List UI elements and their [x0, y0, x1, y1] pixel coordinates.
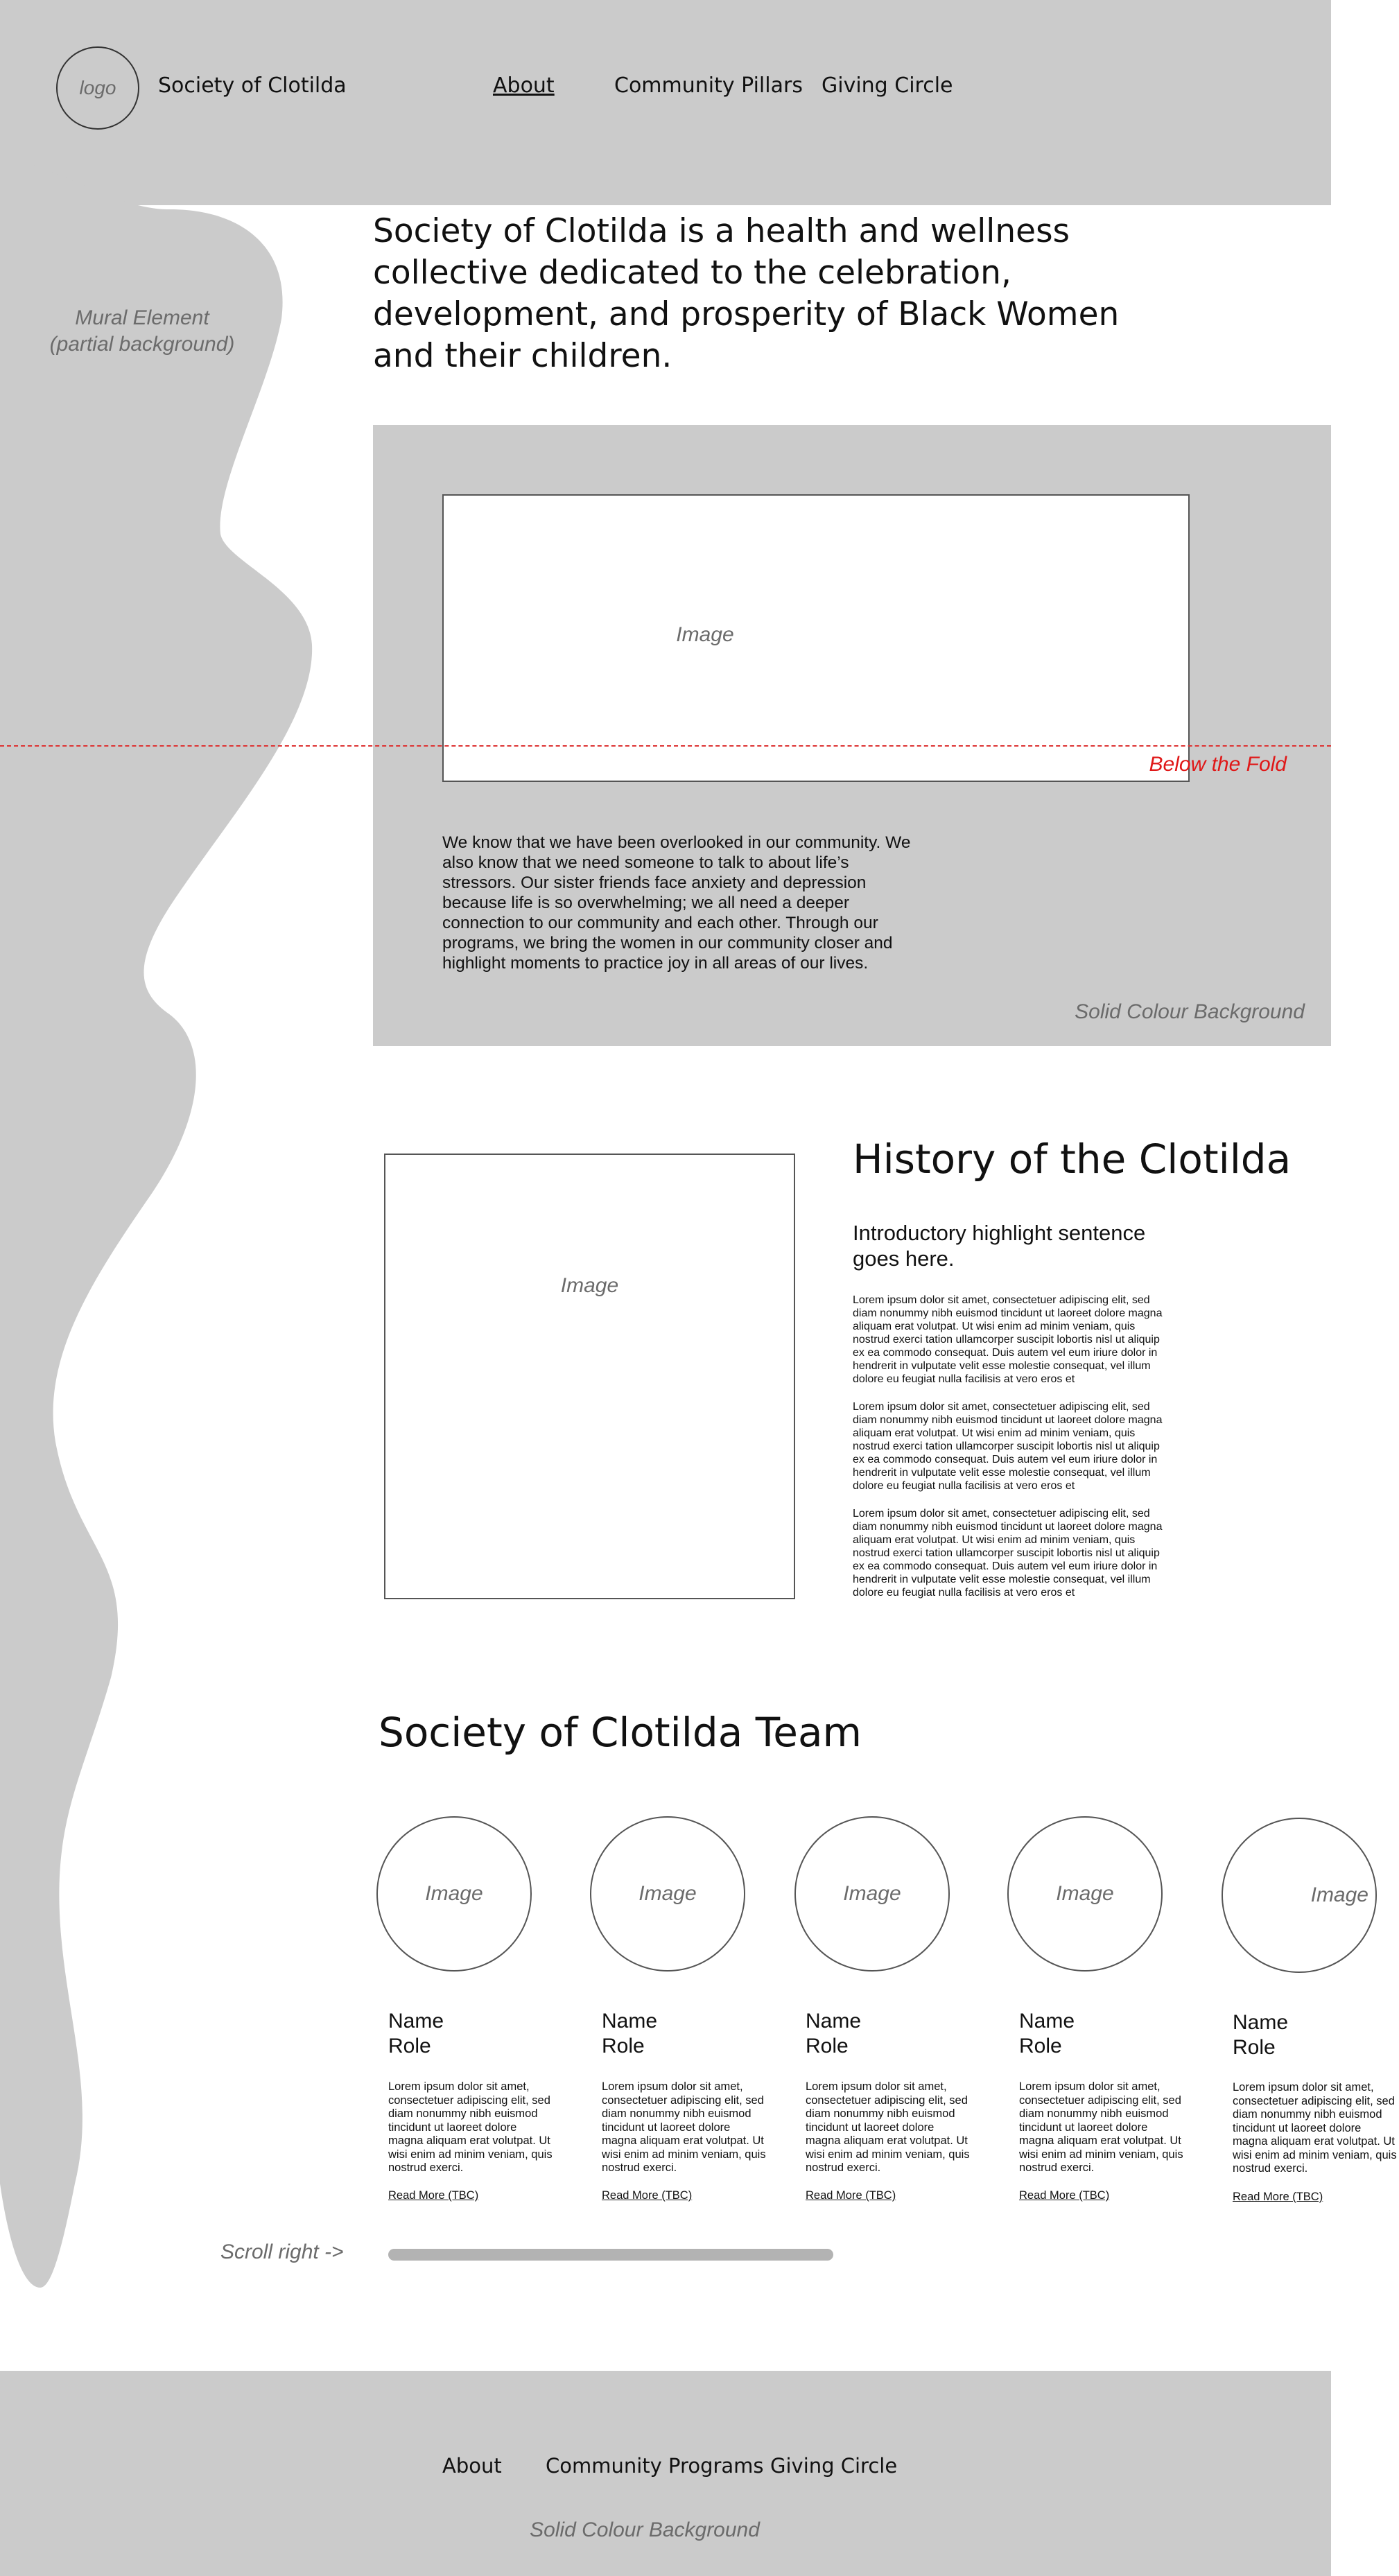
team-member-name: Name [602, 2010, 658, 2033]
intro-image-label: Image [676, 623, 734, 646]
intro-panel-caption: Solid Colour Background [1075, 1000, 1305, 1023]
team-member-role: Role [1019, 2035, 1062, 2057]
fold-label: Below the Fold [1149, 753, 1287, 776]
team-scrollbar[interactable] [388, 2249, 833, 2261]
brand-name: Society of Clotilda [158, 73, 347, 98]
team-member-photo-label: Image [1056, 1882, 1114, 1905]
team-member-role: Role [806, 2035, 849, 2057]
team-member-photo [376, 1816, 532, 1972]
team-member-name: Name [388, 2010, 444, 2033]
team-member-name-block [806, 2009, 861, 2059]
team-member-photo [590, 1816, 745, 1972]
team-member-name-block [388, 2009, 444, 2059]
team-member-photo-label: Image [1310, 1883, 1368, 1906]
intro-panel-text: We know that we have been overlooked in our community. We also know that we need someone to talk to about life’s stressors. Our sister friends face anxiety and depression because life is so overwhelming; we all need a deeper connection to our community and each other. Through our programs, we bring the women in our community closer and highlight moments to practice joy in all areas of our lives. [442, 833, 911, 973]
history-image-label: Image [560, 1274, 619, 1297]
history-paragraph-1: Lorem ipsum dolor sit amet, consectetuer adipiscing elit, sed diam nonummy nibh euismod tincidunt ut laoreet dolore magna aliquam erat volutpat. Ut wisi enim ad minim veniam, quis nostrud exerci tation ullamcorper suscipit lobortis nisl ut aliquip ex ea commodo consequat. Duis autem vel eum iriure dolor in hendrerit in vulputate velit esse molestie consequat, vel illum dolore eu feugiat nulla facilisis at vero eros et [853, 1294, 1163, 1385]
team-member-read-more-link[interactable]: Read More (TBC) [1019, 2189, 1110, 2202]
team-member-photo-label: Image [638, 1882, 697, 1905]
team-member-photo-label: Image [843, 1882, 901, 1905]
team-member-name-block [1019, 2009, 1075, 2059]
nav-giving-circle[interactable]: Giving Circle [822, 73, 953, 98]
team-member-name: Name [1019, 2010, 1075, 2033]
team-member-read-more-link[interactable]: Read More (TBC) [602, 2189, 693, 2202]
history-paragraph-2: Lorem ipsum dolor sit amet, consectetuer adipiscing elit, sed diam nonummy nibh euismod tincidunt ut laoreet dolore magna aliquam erat volutpat. Ut wisi enim ad minim veniam, quis nostrud exerci tation ullamcorper suscipit lobortis nisl ut aliquip ex ea commodo consequat. Duis autem vel eum iriure dolor in hendrerit in vulputate velit esse molestie consequat, vel illum dolore eu feugiat nulla facilisis at vero eros et [853, 1401, 1163, 1492]
footer-caption: Solid Colour Background [530, 2518, 760, 2541]
team-member-name-block [1233, 2010, 1288, 2060]
footer-nav-about[interactable]: About [442, 2454, 502, 2478]
nav-community-pillars[interactable]: Community Pillars [614, 73, 803, 98]
footer-nav-community-programs[interactable]: Community Programs [546, 2454, 764, 2478]
team-member-bio: Lorem ipsum dolor sit amet, consectetuer adipiscing elit, sed diam nonummy nibh euismod tincidunt ut laoreet dolore magna aliquam erat volutpat. Ut wisi enim ad minim veniam, quis nostrud exerci. [1233, 2081, 1397, 2175]
team-member-photo [1007, 1816, 1163, 1972]
team-member-name: Name [1233, 2011, 1289, 2034]
team-title: Society of Clotilda Team [379, 1709, 862, 1756]
team-member-photo [794, 1816, 950, 1972]
logo[interactable] [56, 46, 139, 130]
history-paragraph-3: Lorem ipsum dolor sit amet, consectetuer adipiscing elit, sed diam nonummy nibh euismod tincidunt ut laoreet dolore magna aliquam erat volutpat. Ut wisi enim ad minim veniam, quis nostrud exerci tation ullamcorper suscipit lobortis nisl ut aliquip ex ea commodo consequat. Duis autem vel eum iriure dolor in hendrerit in vulputate velit esse molestie consequat, vel illum dolore eu feugiat nulla facilisis at vero eros et [853, 1508, 1163, 1599]
team-member-role: Role [1233, 2036, 1276, 2059]
team-member-read-more-link[interactable]: Read More (TBC) [388, 2189, 479, 2202]
history-intro: Introductory highlight sentence goes here. [853, 1221, 1146, 1271]
team-member-bio: Lorem ipsum dolor sit amet, consectetuer adipiscing elit, sed diam nonummy nibh euismod tincidunt ut laoreet dolore magna aliquam erat volutpat. Ut wisi enim ad minim veniam, quis nostrud exerci. [806, 2080, 970, 2174]
nav-about[interactable]: About [493, 73, 555, 98]
intro-image [442, 494, 1190, 782]
history-title: History of the Clotilda [853, 1135, 1292, 1183]
team-member-name: Name [806, 2010, 862, 2033]
mural-label-line2: (partial background) [49, 333, 235, 356]
team-member-read-more-link[interactable]: Read More (TBC) [1233, 2191, 1323, 2203]
hero-statement: Society of Clotilda is a health and wellness collective dedicated to the celebration, development, and prosperity of Black Women and their children. [373, 212, 1120, 375]
history-image [384, 1154, 795, 1599]
logo-label: logo [79, 77, 116, 98]
team-member-name-block [602, 2009, 657, 2059]
team-member-card-clipped [1213, 1802, 1397, 2218]
team-member-read-more-link[interactable]: Read More (TBC) [806, 2189, 896, 2202]
team-member-bio: Lorem ipsum dolor sit amet, consectetuer adipiscing elit, sed diam nonummy nibh euismod tincidunt ut laoreet dolore magna aliquam erat volutpat. Ut wisi enim ad minim veniam, quis nostrud exerci. [602, 2080, 766, 2174]
team-member-bio: Lorem ipsum dolor sit amet, consectetuer adipiscing elit, sed diam nonummy nibh euismod tincidunt ut laoreet dolore magna aliquam erat volutpat. Ut wisi enim ad minim veniam, quis nostrud exerci. [1019, 2080, 1183, 2174]
team-member-role: Role [602, 2035, 645, 2057]
team-member-bio: Lorem ipsum dolor sit amet, consectetuer adipiscing elit, sed diam nonummy nibh euismod tincidunt ut laoreet dolore magna aliquam erat volutpat. Ut wisi enim ad minim veniam, quis nostrud exerci. [388, 2080, 553, 2174]
mural-label-line1: Mural Element [75, 306, 209, 329]
team-member-role: Role [388, 2035, 431, 2057]
team-member-photo-label: Image [425, 1882, 483, 1905]
team-member-photo [1222, 1818, 1377, 1973]
mural-label [42, 305, 243, 358]
footer-nav-giving-circle[interactable]: Giving Circle [770, 2454, 898, 2478]
scroll-hint: Scroll right -> [220, 2240, 344, 2263]
fold-line [0, 745, 1331, 747]
